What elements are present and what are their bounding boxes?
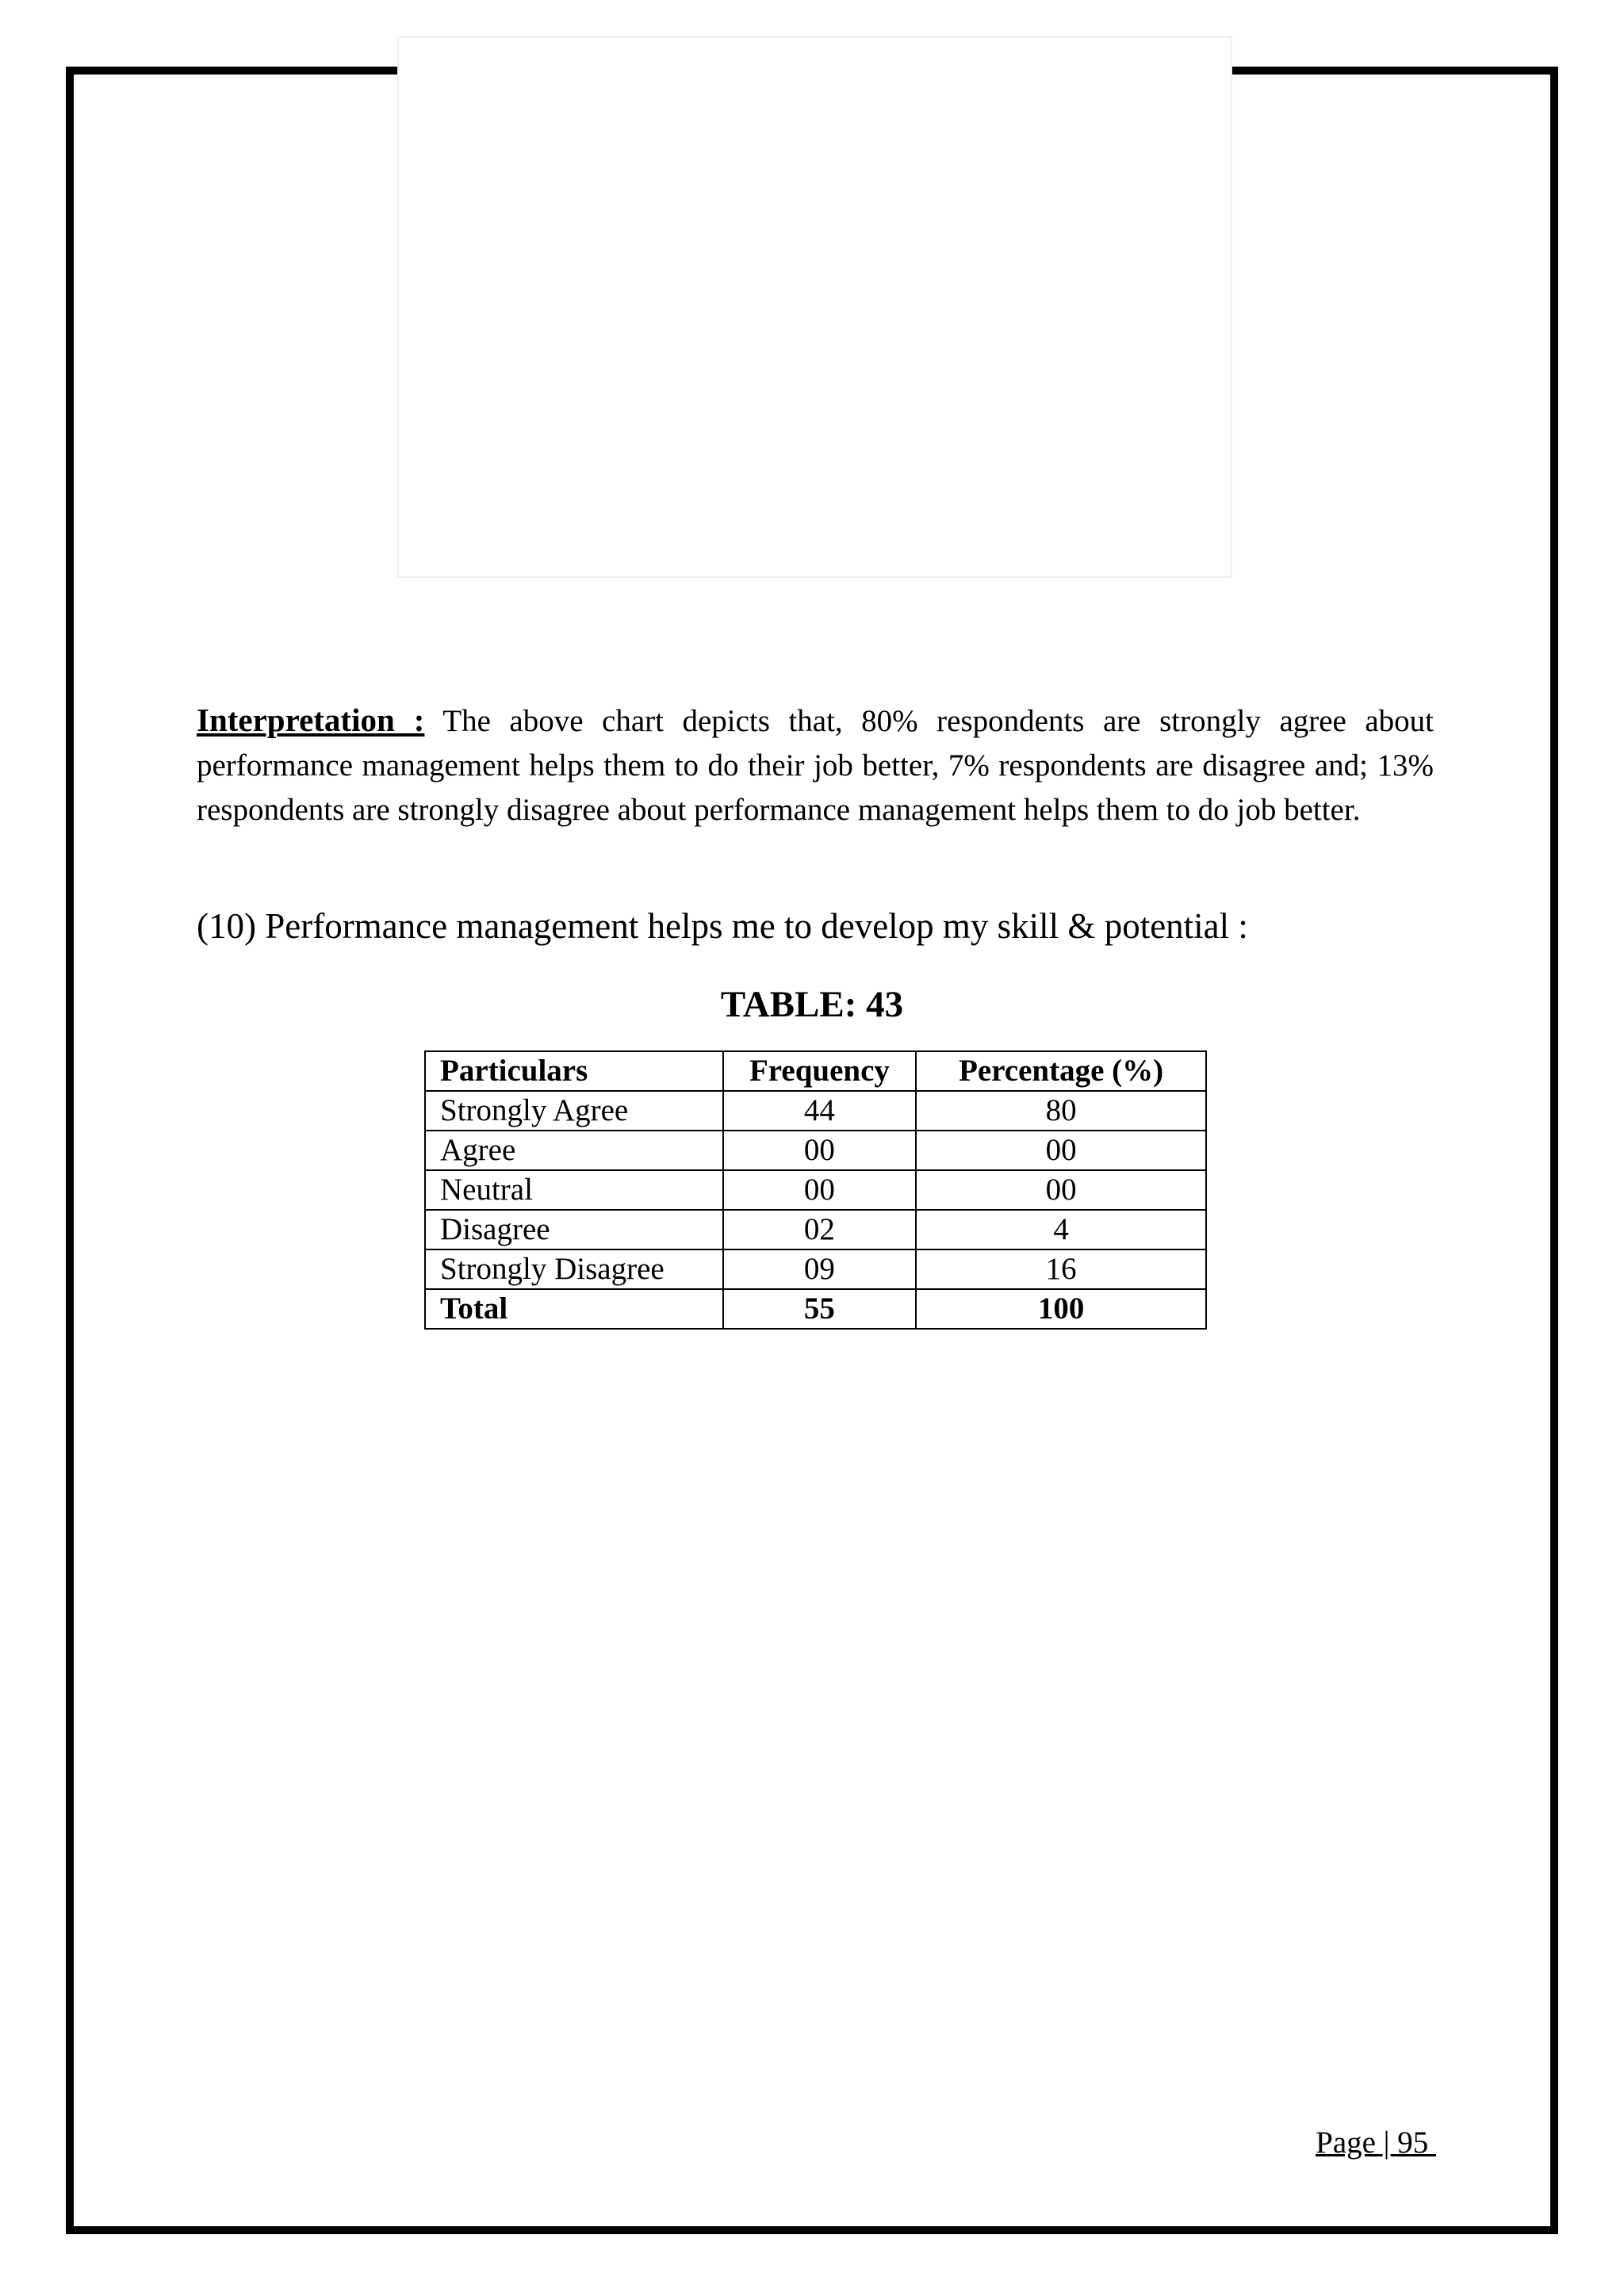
header-frequency: Frequency <box>723 1051 917 1091</box>
total-label: Total <box>425 1289 723 1329</box>
header-particulars: Particulars <box>425 1051 723 1091</box>
interpretation-label: Interpretation : <box>197 702 425 738</box>
cell-particulars: Disagree <box>425 1210 723 1249</box>
cell-frequency: 00 <box>723 1170 917 1210</box>
total-frequency: 55 <box>723 1289 917 1329</box>
cell-particulars: Agree <box>425 1131 723 1170</box>
cell-percentage: 16 <box>916 1249 1206 1289</box>
cell-percentage: 00 <box>916 1131 1206 1170</box>
header-percentage: Percentage (%) <box>916 1051 1206 1091</box>
cell-particulars: Neutral <box>425 1170 723 1210</box>
table-total-row <box>425 1289 1206 1329</box>
total-percentage: 100 <box>916 1289 1206 1329</box>
cell-frequency: 44 <box>723 1091 917 1131</box>
interpretation-paragraph <box>197 698 1434 832</box>
table-row <box>425 1170 1206 1210</box>
cell-frequency: 02 <box>723 1210 917 1249</box>
cell-particulars: Strongly Agree <box>425 1091 723 1131</box>
cell-frequency: 09 <box>723 1249 917 1289</box>
data-table <box>424 1050 1207 1330</box>
cell-percentage: 4 <box>916 1210 1206 1249</box>
table-title: TABLE: 43 <box>720 984 904 1025</box>
cell-percentage: 00 <box>916 1170 1206 1210</box>
cell-particulars: Strongly Disagree <box>425 1249 723 1289</box>
interpretation-text: The above chart depicts that, 80% respondents are strongly agree about performance management helps them to do their job better, 7% respondents are disagree and; 13% respondents are strongly disagree about performance management helps them to do job better. <box>197 704 1434 827</box>
chart-image-area <box>397 36 1232 578</box>
table-row <box>425 1131 1206 1170</box>
cell-frequency: 00 <box>723 1131 917 1170</box>
table-row <box>425 1210 1206 1249</box>
table-row <box>425 1091 1206 1131</box>
page-number: Page | 95 <box>1316 2126 1436 2160</box>
question-heading: (10) Performance management helps me to develop my skill & potential : <box>197 906 1248 946</box>
cell-percentage: 80 <box>916 1091 1206 1131</box>
table-header-row <box>425 1051 1206 1091</box>
table-row <box>425 1249 1206 1289</box>
